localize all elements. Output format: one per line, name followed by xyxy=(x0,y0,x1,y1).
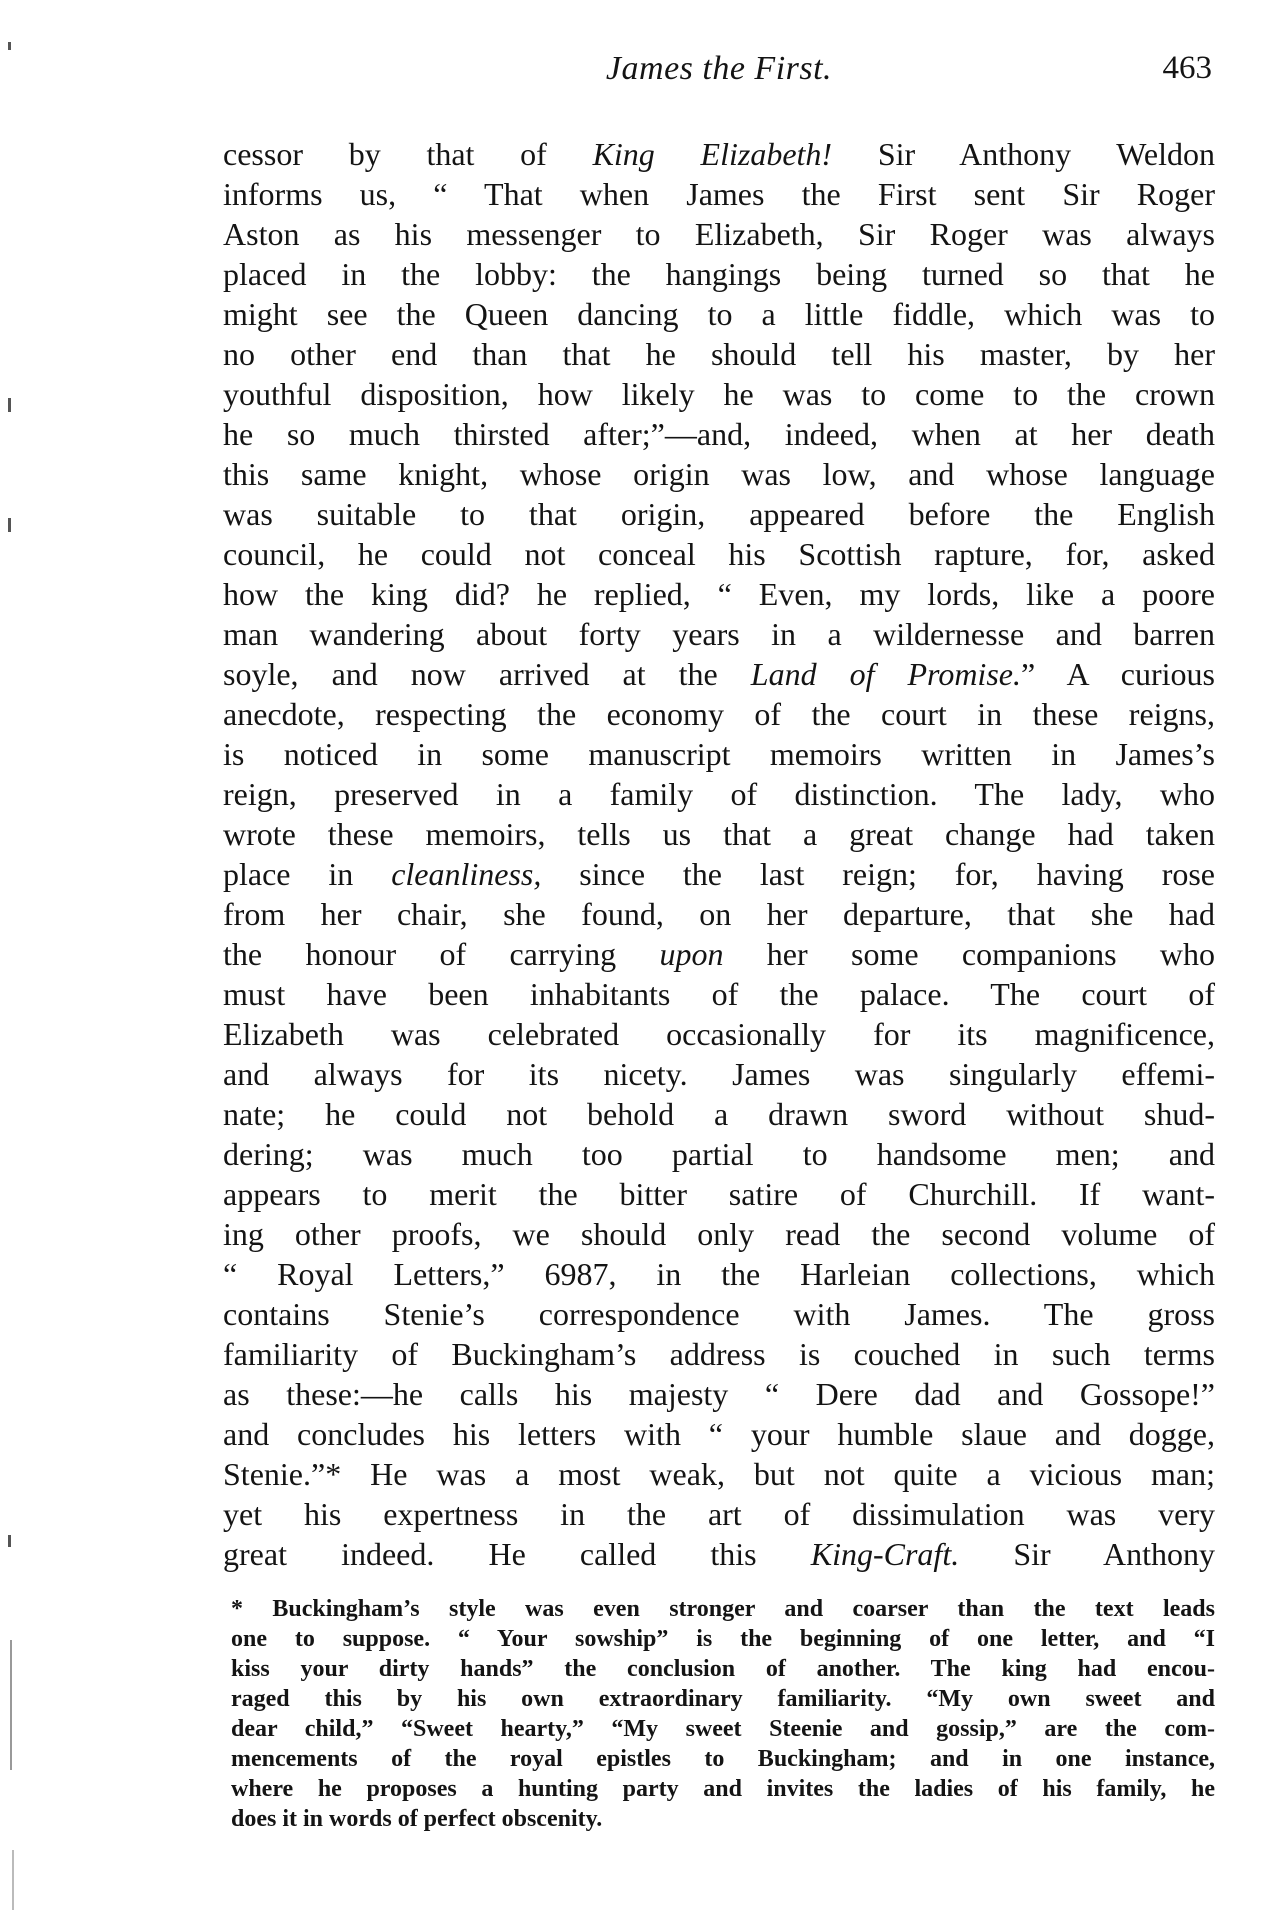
body-line: no other end than that he should tell his master, by her xyxy=(223,336,1215,372)
running-title: James the First. xyxy=(605,50,833,87)
body-line: soyle, and now arrived at the Land of Promise.” A curious xyxy=(223,656,1216,692)
footnote-line: does it in words of perfect obscenity. xyxy=(231,1806,603,1832)
body-line: placed in the lobby: the hangings being turned so that he xyxy=(223,256,1215,292)
body-line: the honour of carrying upon her some companions who xyxy=(223,936,1216,972)
page-number: 463 xyxy=(1162,50,1212,86)
footnote-line: kiss your dirty hands” the conclusion of another. The king had encou- xyxy=(231,1656,1215,1682)
body-line: this same knight, whose origin was low, and whose language xyxy=(223,456,1215,492)
body-line: familiarity of Buckingham’s address is couched in such terms xyxy=(223,1336,1215,1372)
body-line: might see the Queen dancing to a little fiddle, which was to xyxy=(223,296,1215,332)
body-line: man wandering about forty years in a wildernesse and barren xyxy=(223,616,1215,652)
body-line: he so much thirsted after;”—and, indeed, when at her death xyxy=(223,416,1215,452)
margin-speck xyxy=(10,1640,12,1770)
margin-speck xyxy=(8,398,11,412)
footnote-line: dear child,” “Sweet hearty,” “My sweet Steenie and gossip,” are the com- xyxy=(231,1716,1215,1742)
body-line: council, he could not conceal his Scottish rapture, for, asked xyxy=(223,536,1215,572)
body-line: and always for its nicety. James was singularly effemi- xyxy=(223,1056,1215,1092)
body-line: Aston as his messenger to Elizabeth, Sir Roger was always xyxy=(223,216,1215,252)
body-line: from her chair, she found, on her departure, that she had xyxy=(223,896,1215,932)
body-line: nate; he could not behold a drawn sword without shud- xyxy=(223,1096,1215,1132)
footnote-line: mencements of the royal epistles to Buckingham; and in one instance, xyxy=(231,1746,1215,1772)
body-line: and concludes his letters with “ your humble slaue and dogge, xyxy=(223,1416,1215,1452)
body-line: anecdote, respecting the economy of the court in these reigns, xyxy=(223,696,1215,732)
margin-speck xyxy=(8,1535,11,1547)
body-line: reign, preserved in a family of distinction. The lady, who xyxy=(223,776,1215,812)
body-line: Stenie.”* He was a most weak, but not quite a vicious man; xyxy=(223,1456,1215,1492)
margin-speck xyxy=(12,1850,14,1910)
body-line: “ Royal Letters,” 6987, in the Harleian collections, which xyxy=(223,1256,1215,1292)
body-line: Elizabeth was celebrated occasionally for its magnificence, xyxy=(223,1016,1215,1052)
margin-speck xyxy=(8,518,11,532)
body-line: ing other proofs, we should only read the second volume of xyxy=(223,1216,1215,1252)
body-line: how the king did? he replied, “ Even, my lords, like a poore xyxy=(223,576,1215,612)
body-line: wrote these memoirs, tells us that a great change had taken xyxy=(223,816,1215,852)
body-line: contains Stenie’s correspondence with James. The gross xyxy=(223,1296,1215,1332)
body-line: informs us, “ That when James the First sent Sir Roger xyxy=(223,176,1215,212)
body-text xyxy=(223,134,1215,1574)
footnote-line: raged this by his own extraordinary familiarity. “My own sweet and xyxy=(231,1686,1215,1712)
body-line: must have been inhabitants of the palace. The court of xyxy=(223,976,1215,1012)
footnote-line: * Buckingham’s style was even stronger and coarser than the text leads xyxy=(231,1596,1215,1622)
footnote xyxy=(231,1594,1215,1834)
running-head xyxy=(226,50,1212,94)
body-line: youthful disposition, how likely he was to come to the crown xyxy=(223,376,1215,412)
body-line: place in cleanliness, since the last reign; for, having rose xyxy=(223,856,1216,892)
body-line: yet his expertness in the art of dissimulation was very xyxy=(223,1496,1215,1532)
body-line: is noticed in some manuscript memoirs written in James’s xyxy=(223,736,1215,772)
footnote-line: where he proposes a hunting party and invites the ladies of his family, he xyxy=(231,1776,1215,1802)
body-line: was suitable to that origin, appeared before the English xyxy=(223,496,1215,532)
body-line: great indeed. He called this King-Craft. Sir Anthony xyxy=(223,1536,1215,1572)
body-line: appears to merit the bitter satire of Churchill. If want- xyxy=(223,1176,1215,1212)
margin-speck xyxy=(8,42,11,50)
body-line: cessor by that of King Elizabeth! Sir Anthony Weldon xyxy=(223,136,1216,172)
body-line: as these:—he calls his majesty “ Dere dad and Gossope!” xyxy=(223,1376,1215,1412)
footnote-line: one to suppose. “ Your sowship” is the beginning of one letter, and “I xyxy=(231,1626,1215,1652)
body-line: dering; was much too partial to handsome men; and xyxy=(223,1136,1215,1172)
